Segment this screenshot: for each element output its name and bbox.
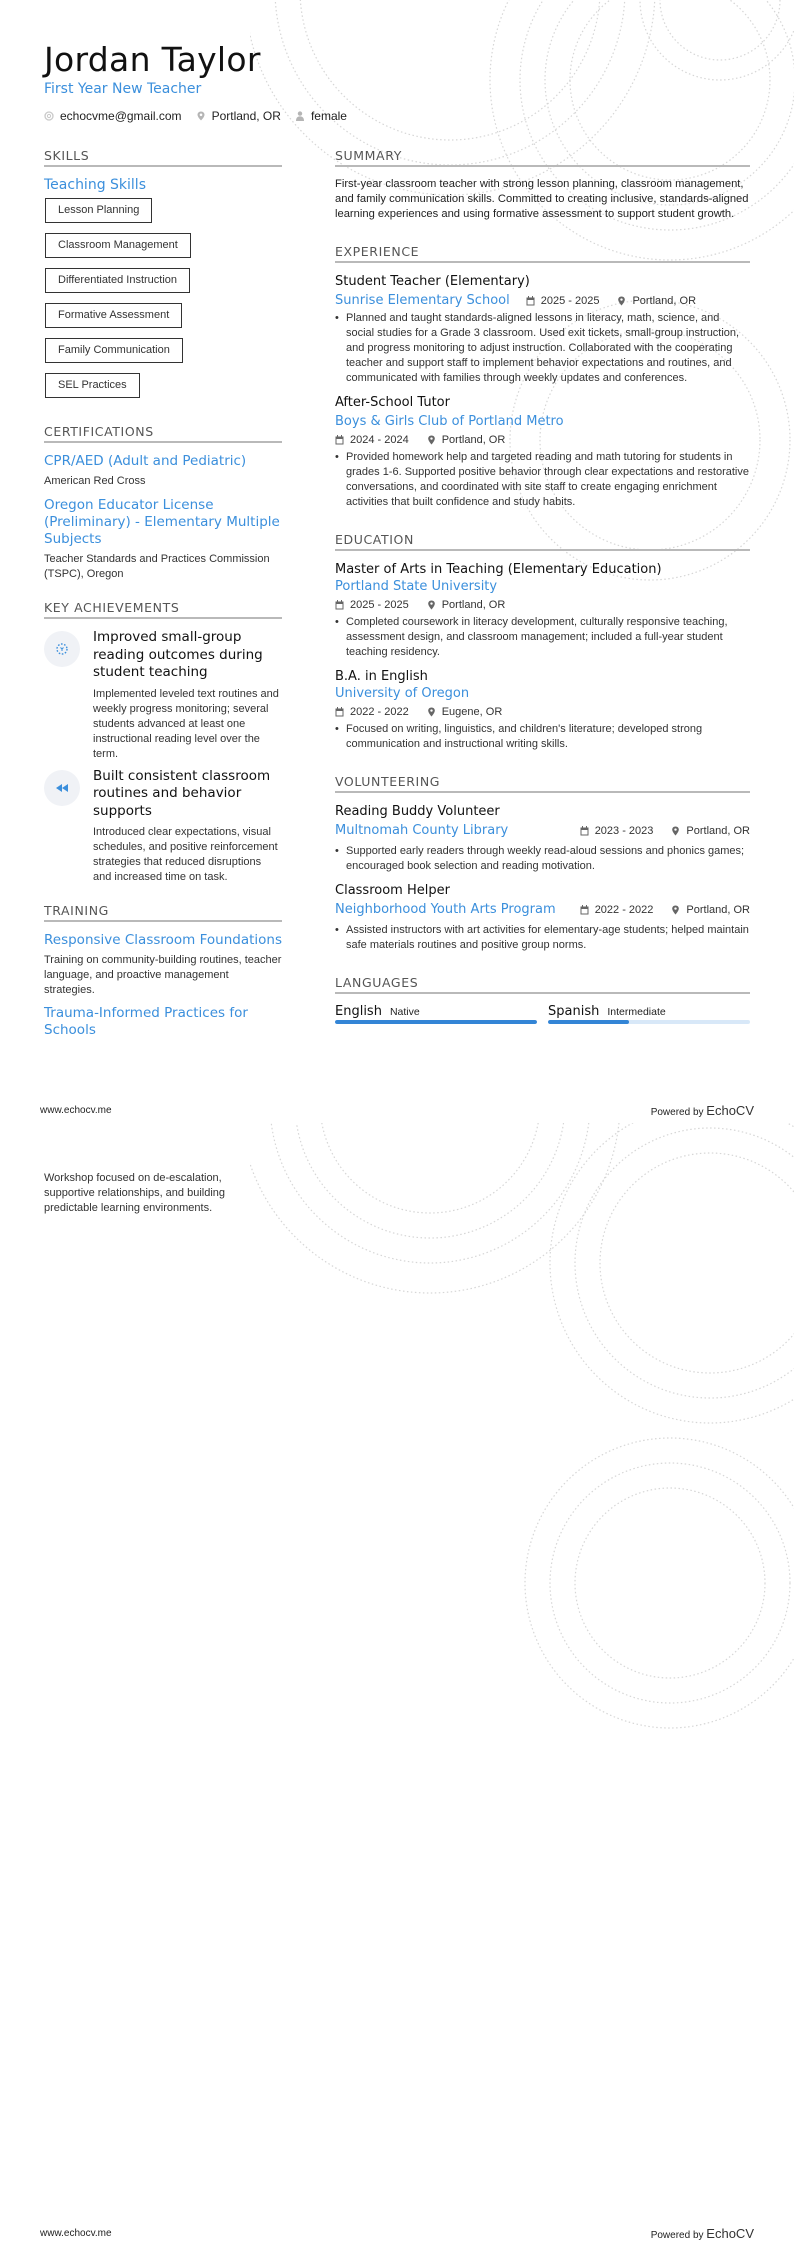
- language-name: English: [335, 1004, 382, 1019]
- contact-location: [196, 109, 281, 123]
- calendar-icon: [335, 600, 344, 610]
- bullet-item: • Focused on writing, linguistics, and children's literature; developed strong communication and instructional writing skills.: [335, 722, 750, 752]
- dates-text: 2022 - 2022: [350, 706, 409, 718]
- dates-text: 2025 - 2025: [350, 599, 409, 611]
- experience-item: [335, 394, 750, 510]
- section-heading: SUMMARY: [335, 148, 750, 167]
- achievements-section: [44, 600, 282, 885]
- dates-text: 2023 - 2023: [594, 824, 654, 837]
- section-heading: TRAINING: [44, 903, 282, 922]
- achievement-item: [44, 768, 282, 886]
- page-footer: [40, 2226, 754, 2241]
- volunteering-org: Multnomah County Library: [335, 823, 509, 838]
- location-pin-icon: [617, 296, 626, 306]
- candidate-title: First Year New Teacher: [44, 81, 202, 97]
- location-pin-icon: [427, 435, 436, 445]
- location-text: Portland, OR: [686, 824, 750, 837]
- achievement-description: Introduced clear expectations, visual schedules, and positive reinforcement strategies that reduced disruptions and increased time on task.: [93, 826, 278, 883]
- brand-logo: EchoCV: [706, 1103, 754, 1118]
- volunteering-bullets: [335, 923, 750, 953]
- bullet-item: • Planned and taught standards-aligned lessons in literacy, math, science, and social studies for a Grade 3 classroom. Used exit tickets, small-group instruction, and progress monitoring to adjust instruction. Collaborated with the cooperating teacher and support staff to implement behavior expectations and routines, and communicated with families through weekly updates and conferences.: [335, 311, 750, 386]
- training-section: [44, 903, 282, 1039]
- language-level: Native: [389, 1006, 420, 1018]
- location-pin-icon: [671, 905, 680, 915]
- education-dates: [335, 597, 409, 613]
- section-heading: VOLUNTEERING: [335, 774, 750, 793]
- achievement-description: Implemented leveled text routines and weekly progress monitoring; several students advanced at least one instructional reading level over the term.: [93, 687, 279, 760]
- education-dates: [335, 704, 409, 720]
- dates-text: 2022 - 2022: [594, 903, 654, 916]
- dates-text: 2024 - 2024: [350, 434, 409, 446]
- bullet-item: • Completed coursework in literacy development, culturally responsive teaching, assessment design, and classroom management; included a full-year student teaching residency.: [335, 615, 750, 660]
- location-text: Portland, OR: [686, 903, 750, 916]
- certification-name: Oregon Educator License (Preliminary) - Elementary Multiple Subjects: [44, 497, 280, 547]
- skill-tag: Family Communication: [45, 338, 183, 363]
- location-pin-icon: [427, 600, 436, 610]
- resume-header: [44, 40, 744, 123]
- volunteering-item: [335, 882, 750, 953]
- footer-site-link[interactable]: www.echocv.me: [40, 2228, 112, 2239]
- experience-location: [427, 432, 506, 448]
- left-column: [44, 148, 282, 1057]
- education-degree: Master of Arts in Teaching (Elementary Education): [335, 562, 662, 577]
- education-location: [427, 597, 506, 613]
- summary-section: [335, 148, 750, 222]
- experience-title: After-School Tutor: [335, 395, 450, 410]
- contact-location-text: Portland, OR: [211, 109, 281, 123]
- education-item: [335, 561, 750, 660]
- training-description-continued: Workshop focused on de-escalation, supportive relationships, and building predictable learning environments.: [44, 1172, 226, 1214]
- experience-bullets: [335, 311, 750, 386]
- volunteering-role: Reading Buddy Volunteer: [335, 804, 500, 819]
- location-text: Eugene, OR: [441, 706, 503, 718]
- resume-page-2: [0, 1123, 794, 2246]
- contact-gender-text: female: [310, 109, 347, 123]
- section-heading: LANGUAGES: [335, 975, 750, 994]
- education-bullets: [335, 722, 750, 752]
- experience-location: [617, 293, 696, 309]
- education-section: [335, 532, 750, 752]
- language-proficiency-bar: [335, 1020, 537, 1024]
- volunteering-item: [335, 803, 750, 874]
- location-pin-icon: [671, 826, 680, 836]
- language-item: [335, 1004, 537, 1024]
- summary-text: First-year classroom teacher with strong lesson planning, classroom management, and family communication skills. Committed to creating inclusive, standards-aligned learning experiences and using formative assessment to support student growth.: [335, 178, 749, 220]
- experience-dates: [335, 432, 409, 448]
- contact-email-text: echocvme@gmail.com: [60, 109, 182, 123]
- location-text: Portland, OR: [632, 294, 697, 307]
- bullet-item: • Provided homework help and targeted reading and math tutoring for students in grades 1-6. Supported positive behavior through clear expectations and restorative conversations, and coordinated with site staff to create engaging enrichment activities that built confidence and study habits.: [335, 450, 750, 510]
- languages-section: [335, 975, 750, 1024]
- education-school: Portland State University: [335, 579, 498, 594]
- experience-org: Sunrise Elementary School: [335, 293, 510, 308]
- education-school: University of Oregon: [335, 686, 470, 701]
- experience-title: Student Teacher (Elementary): [335, 274, 530, 289]
- contact-list: [44, 109, 744, 123]
- calendar-icon: [580, 905, 589, 915]
- location-text: Portland, OR: [441, 434, 506, 446]
- experience-section: [335, 244, 750, 510]
- volunteering-dates: [580, 823, 654, 839]
- certification-issuer: Teacher Standards and Practices Commission (TSPC), Oregon: [44, 553, 270, 580]
- training-name: Trauma-Informed Practices for Schools: [44, 1005, 248, 1038]
- rewind-icon: [44, 770, 80, 806]
- volunteering-section: [335, 774, 750, 953]
- experience-item: [335, 273, 750, 386]
- calendar-icon: [335, 435, 344, 445]
- dates-text: 2025 - 2025: [540, 294, 600, 307]
- volunteering-org: Neighborhood Youth Arts Program: [335, 902, 556, 917]
- page-footer: [40, 1103, 754, 1118]
- education-bullets: [335, 615, 750, 660]
- calendar-icon: [526, 296, 535, 306]
- volunteering-location: [671, 823, 750, 839]
- powered-by: [651, 1103, 754, 1118]
- volunteering-dates: [580, 902, 654, 918]
- language-item: [548, 1004, 750, 1024]
- location-pin-icon: [427, 707, 436, 717]
- achievement-item: [44, 629, 282, 762]
- calendar-icon: [335, 707, 344, 717]
- section-heading: SKILLS: [44, 148, 282, 167]
- location-pin-icon: [196, 111, 206, 121]
- volunteering-location: [671, 902, 750, 918]
- powered-by-label: Powered by: [650, 1107, 704, 1118]
- powered-by: [651, 2226, 754, 2241]
- contact-gender: [295, 109, 347, 123]
- skill-tag: Formative Assessment: [45, 303, 182, 328]
- education-degree: B.A. in English: [335, 669, 428, 684]
- language-level: Intermediate: [607, 1006, 666, 1018]
- training-name: Responsive Classroom Foundations: [44, 932, 282, 948]
- language-proficiency-bar: [548, 1020, 750, 1024]
- experience-org: Boys & Girls Club of Portland Metro: [335, 414, 564, 429]
- location-text: Portland, OR: [441, 599, 506, 611]
- achievement-title: Built consistent classroom routines and behavior supports: [93, 767, 271, 819]
- person-icon: [295, 111, 305, 121]
- experience-bullets: [335, 450, 750, 510]
- training-description: Training on community-building routines, teacher language, and proactive management strategies.: [44, 954, 282, 996]
- volunteering-bullets: [335, 844, 750, 874]
- right-column: [335, 148, 750, 1042]
- education-item: [335, 668, 750, 752]
- skill-tag: Classroom Management: [45, 233, 191, 258]
- at-icon: [44, 111, 54, 121]
- certifications-section: [44, 424, 282, 582]
- candidate-name: Jordan Taylor: [44, 40, 261, 79]
- target-dots-icon: [44, 631, 80, 667]
- section-heading: KEY ACHIEVEMENTS: [44, 600, 282, 619]
- footer-site-link[interactable]: www.echocv.me: [40, 1105, 112, 1116]
- experience-dates: [526, 293, 600, 309]
- skill-tag-list: [44, 196, 282, 406]
- powered-by-label: Powered by: [650, 2230, 704, 2241]
- bullet-item: • Supported early readers through weekly read-aloud sessions and phonics games; encouraged book selection and reading motivation.: [335, 844, 750, 874]
- bullet-item: • Assisted instructors with art activities for elementary-age students; helped maintain safe materials routines and positive group norms.: [335, 923, 750, 953]
- education-location: [427, 704, 503, 720]
- skill-tag: Lesson Planning: [45, 198, 152, 223]
- certification-name: CPR/AED (Adult and Pediatric): [44, 453, 247, 469]
- achievement-title: Improved small-group reading outcomes during student teaching: [93, 629, 263, 680]
- decorative-circles: [250, 1123, 794, 1963]
- brand-logo: EchoCV: [706, 2226, 754, 2241]
- calendar-icon: [580, 826, 589, 836]
- skill-tag: Differentiated Instruction: [45, 268, 190, 293]
- skill-tag: SEL Practices: [45, 373, 140, 398]
- contact-email[interactable]: [44, 109, 182, 123]
- section-heading: CERTIFICATIONS: [44, 424, 282, 443]
- certification-issuer: American Red Cross: [44, 475, 146, 487]
- section-heading: EXPERIENCE: [335, 244, 750, 263]
- volunteering-role: Classroom Helper: [335, 883, 450, 898]
- section-heading: EDUCATION: [335, 532, 750, 551]
- skills-section: [44, 148, 282, 406]
- skill-group-title: Teaching Skills: [44, 177, 146, 193]
- language-name: Spanish: [548, 1004, 600, 1019]
